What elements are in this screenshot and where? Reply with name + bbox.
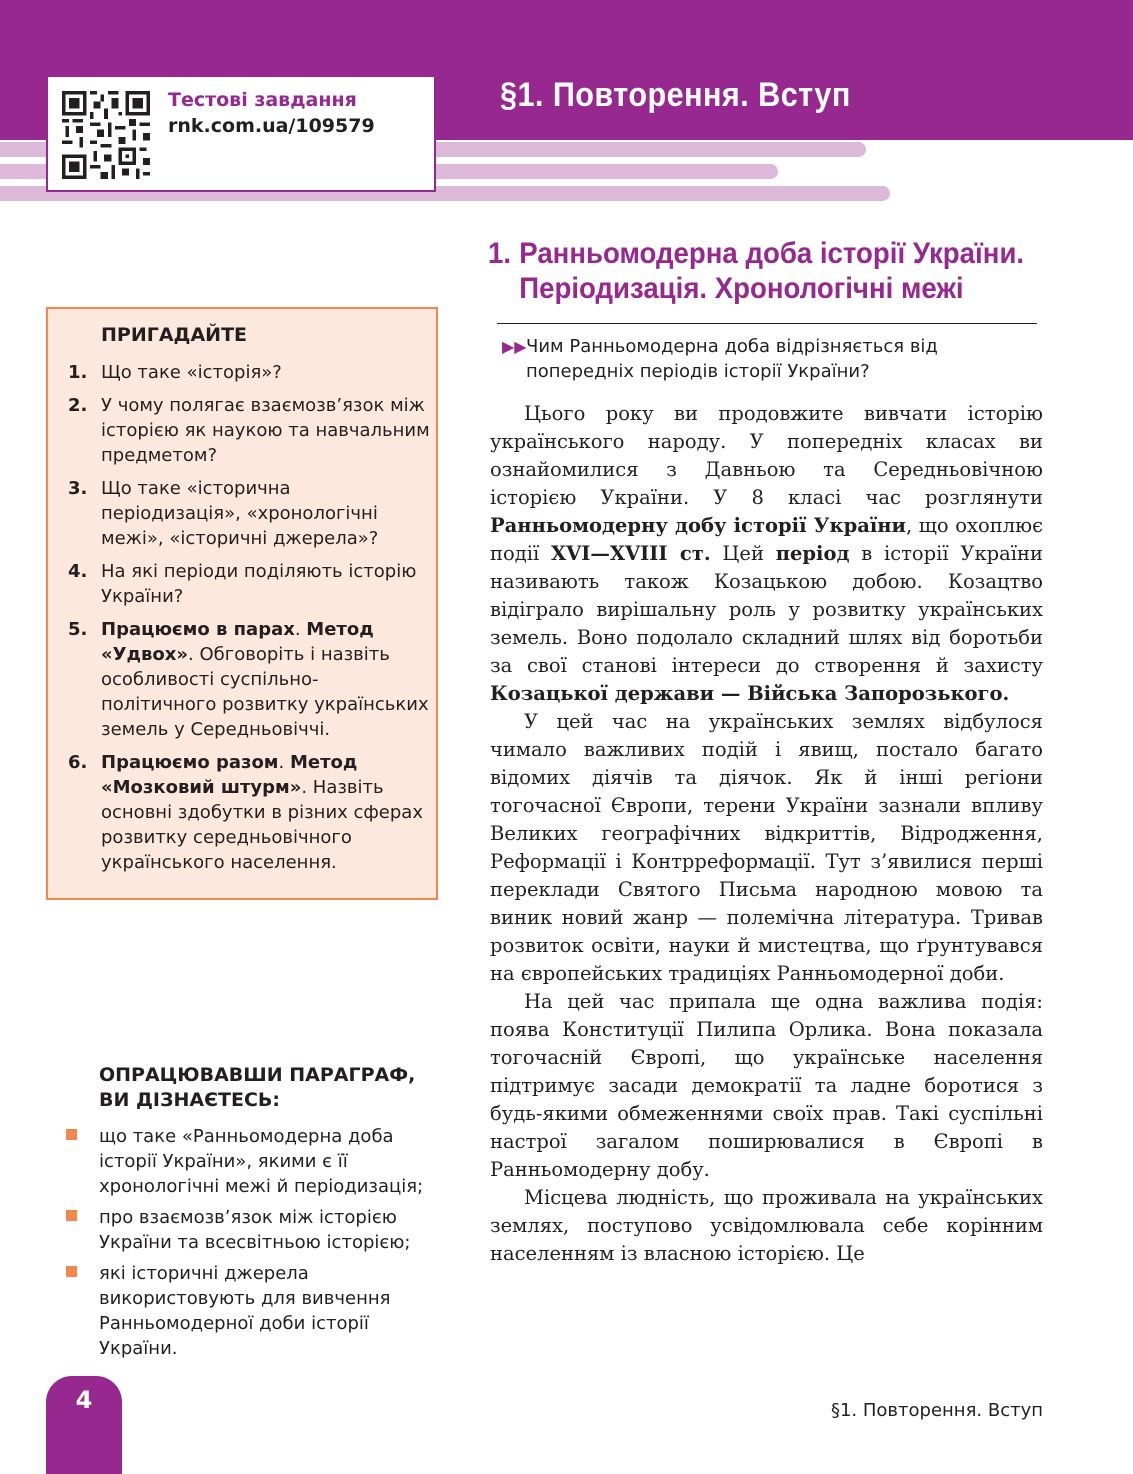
item-bold: Працюємо разом — [101, 752, 279, 773]
qr-code-icon[interactable] — [62, 91, 150, 179]
item-text: На які періоди поділяють історію України? — [101, 561, 417, 607]
text-run: , що охоплює події — [490, 514, 1043, 565]
item-text: про взаємозв’язок між історією України та всесвітньою історією; — [99, 1207, 411, 1253]
text-run: Цей — [710, 542, 776, 565]
learn-list — [66, 1124, 436, 1367]
list-item — [48, 750, 433, 875]
divider — [497, 323, 1037, 324]
running-title: §1. Повторення. Вступ — [830, 1400, 1043, 1421]
item-text: . Обговоріть і назвіть особливості суспільно-політичного розвитку українських земель у Середньовіччі. — [101, 644, 429, 740]
list-item — [48, 617, 433, 742]
subsection-title-line1: Ранньомодерна доба історії України. — [519, 237, 1025, 270]
item-number: 5. — [68, 619, 88, 640]
paragraph: Місцева людність, що проживала на українських землях, поступово усвідомлювала себе корінним населенням із власною історією. Це — [490, 1186, 1043, 1265]
item-sep: . — [278, 752, 290, 773]
list-item — [66, 1205, 436, 1255]
item-bold: Метод «Мозковий штурм» — [101, 752, 358, 798]
bold-term: Ранньомодерну добу історії України — [490, 514, 906, 537]
item-number: 2. — [68, 395, 88, 416]
subsection-title-line2: Періодизація. Хронологічні межі — [519, 272, 964, 305]
item-bold: Метод «Удвох» — [101, 619, 374, 665]
paragraph — [490, 400, 1043, 708]
remember-heading: ПРИГАДАЙТЕ — [101, 324, 248, 346]
paragraph: У цей час на українських землях відбулося чимало важливих подій і явищ, постало багато відомих діячів та діячок. Як й інші регіони тогочасної Європи, терени України зазнали впливу Великих географічних відкриттів, Відродження, Реформації і Контрреформації. Тут з’явилися перші переклади Святого Письма народною мовою та виник новий жанр — полемічна література. Тривав розвиток освіти, науки й мистецтва, що ґрунтувався на європейських традиціях Ранньомодерної доби. — [490, 710, 1043, 985]
item-sep: . — [294, 619, 307, 640]
item-number: 4. — [68, 561, 88, 582]
list-item — [66, 1261, 436, 1361]
list-item — [48, 393, 433, 468]
bold-term: XVI—XVIII ст. — [551, 542, 711, 565]
item-text: Що таке «історія»? — [101, 362, 282, 383]
item-bold: Працюємо в парах — [101, 619, 295, 640]
text-run: в історії України називають також Козацькою добою. Козацтво відіграло вирішальну роль у розвитку українських земель. Воно подолало складний шлях від боротьби за свої станові інтереси до створення й захисту — [490, 542, 1044, 677]
qr-card[interactable] — [46, 75, 436, 192]
page-number: 4 — [75, 1386, 93, 1414]
item-number: 3. — [68, 478, 88, 499]
body-text — [490, 400, 1043, 1268]
bullet-square-icon — [66, 1266, 77, 1277]
list-item — [48, 360, 433, 385]
subsection-number: 1. — [488, 237, 512, 270]
section-title: §1. Повторення. Вступ — [500, 76, 851, 114]
bold-term: Козацької держави — Війська Запорозького. — [490, 682, 1010, 705]
guiding-question-text: Чим Ранньомодерна доба відрізняється від попередніх періодів історії України? — [526, 336, 938, 382]
list-item — [66, 1124, 436, 1199]
bullet-square-icon — [66, 1210, 77, 1221]
subsection-title — [488, 236, 1077, 306]
item-text: У чому полягає взаємозв’язок між історією як наукою та навчальним предметом? — [101, 395, 430, 466]
guiding-question — [502, 334, 1042, 384]
list-item — [48, 476, 433, 551]
item-number: 6. — [68, 752, 88, 773]
qr-title: Тестові завдання — [168, 89, 357, 111]
bullet-square-icon — [66, 1129, 77, 1140]
learn-heading: ОПРАЦЮВАВШИ ПАРАГРАФ, ВИ ДІЗНАЄТЕСЬ: — [99, 1064, 416, 1111]
item-text: що таке «Ранньомодерна доба історії України», якими є її хронологічні межі й періодизація; — [99, 1126, 424, 1197]
text-run: Цього року ви продовжите вивчати історію українського народу. У попередніх класах ви ознайомилися з Давньою та Середньовічною історією України. У 8 класі час розглянути — [490, 402, 1043, 509]
list-item — [48, 559, 433, 609]
remember-box — [46, 307, 438, 900]
remember-list — [48, 360, 433, 883]
qr-link[interactable]: rnk.com.ua/109579 — [168, 115, 375, 137]
item-text: Що таке «історична періодизація», «хронологічні межі», «історичні джерела»? — [101, 478, 379, 549]
bold-term: період — [775, 542, 850, 565]
paragraph: На цей час припала ще одна важлива подія: поява Конституції Пилипа Орлика. Вона показала тогочасній Європі, що українське населення підтримує засади демократії та ладне боротися з будь-якими обмеженнями своїх прав. Такі суспільні настрої загалом поширювалися в Європі в Ранньомодерну добу. — [490, 990, 1043, 1181]
item-text: які історичні джерела використовують для вивчення Ранньомодерної доби історії України. — [99, 1263, 391, 1359]
item-text: . Назвіть основні здобутки в різних сферах розвитку середньовічного українського населення. — [101, 777, 423, 873]
double-arrow-icon: ▶▶ — [502, 337, 527, 356]
item-number: 1. — [68, 362, 88, 383]
